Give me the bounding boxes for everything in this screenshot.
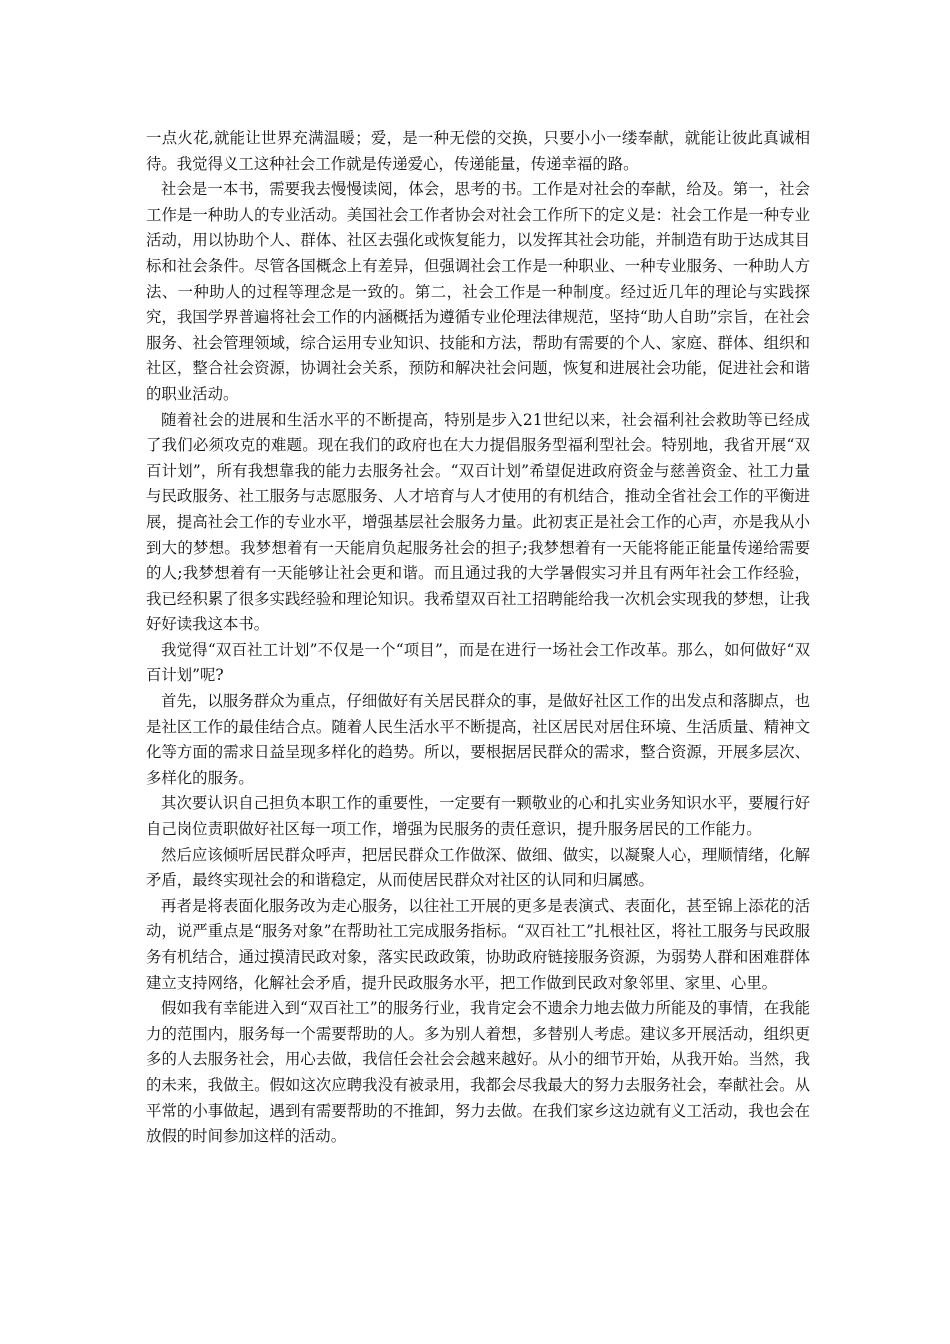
paragraph-8: 再者是将表面化服务改为走心服务，以往社工开展的更多是表演式、表面化，甚至锦上添花的活动，说严重点是“服务对象”在帮助社工完成服务指标。“双百社工”扎根社区，将社工服务与民政服务有机结合，通过摸清民政对象，落实民政政策，协助政府链接服务资源，为弱势人群和困难群体建立支持网络，化解社会矛盾，提升民政服务水平，把工作做到民政对象邻里、家里、心里。 (146, 896, 810, 992)
paragraph-6: 其次要认识自己担负本职工作的重要性，一定要有一颗敬业的心和扎实业务知识水平，要履行好自己岗位责职做好社区每一项工作，增强为民服务的责任意识，提升服务居民的工作能力。 (146, 794, 810, 839)
paragraph-4: 我觉得“双百社工计划”不仅是一个“项目”，而是在进行一场社会工作改革。那么，如何做好“双百计划”呢? (146, 640, 810, 685)
body-text (146, 126, 810, 1150)
paragraph-2: 社会是一本书，需要我去慢慢读阅，体会，思考的书。工作是对社会的奉献，给及。第一，社会工作是一种助人的专业活动。美国社会工作者协会对社会工作所下的定义是：社会工作是一种专业活动，用以协助个人、群体、社区去强化或恢复能力，以发挥其社会功能，并制造有助于达成其目标和社会条件。尽管各国概念上有差异，但强调社会工作是一种职业、一种专业服务、一种助人方法、一种助人的过程等理念是一致的。第二，社会工作是一种制度。经过近几年的理论与实践探究，我国学界普遍将社会工作的内涵概括为遵循专业伦理法律规范，坚持“助人自助”宗旨，在社会服务、社会管理领域，综合运用专业知识、技能和方法，帮助有需要的个人、家庭、群体、组织和社区，整合社会资源，协调社会关系，预防和解决社会问题，恢复和进展社会功能，促进社会和谐的职业活动。 (146, 180, 810, 403)
paragraph-5: 首先，以服务群众为重点，仔细做好有关居民群众的事，是做好社区工作的出发点和落脚点，也是社区工作的最佳结合点。随着人民生活水平不断提高，社区居民对居住环境、生活质量、精神文化等方面的需求日益呈现多样化的趋势。所以，要根据居民群众的需求，整合资源，开展多层次、多样化的服务。 (146, 692, 810, 787)
paragraph-9: 假如我有幸能进入到“双百社工”的服务行业，我肯定会不遗余力地去做力所能及的事情，在我能力的范围内，服务每一个需要帮助的人。多为别人着想，多替别人考虑。建议多开展活动，组织更多的人去服务社会，用心去做，我信任会社会会越来越好。从小的细节开始，从我开始。当然，我的未来，我做主。假如这次应聘我没有被录用，我都会尽我最大的努力去服务社会，奉献社会。从平常的小事做起，遇到有需要帮助的不推卸，努力去做。在我们家乡这边就有义工活动，我也会在放假的时间参加这样的活动。 (146, 999, 810, 1146)
paragraph-3: 随着社会的进展和生活水平的不断提高，特别是步入21世纪以来，社会福利社会救助等已经成了我们必须攻克的难题。现在我们的政府也在大力提倡服务型福利型社会。特别地，我省开展“双百计划”，所有我想靠我的能力去服务社会。“双百计划”希望促进政府资金与慈善资金、社工力量与民政服务、社工服务与志愿服务、人才培育与人才使用的有机结合，推动全省社会工作的平衡进展，提高社会工作的专业水平，增强基层社会服务力量。此初衷正是社会工作的心声，亦是我从小到大的梦想。我梦想着有一天能肩负起服务社会的担子;我梦想着有一天能将能正能量传递给需要的人;我梦想着有一天能够让社会更和谐。而且通过我的大学暑假实习并且有两年社会工作经验，我已经积累了很多实践经验和理论知识。我希望双百社工招聘能给我一次机会实现我的梦想，让我好好读我这本书。 (146, 410, 810, 634)
paragraph-1: 一点火花,就能让世界充满温暖；爱，是一种无偿的交换，只要小小一缕奉献，就能让彼此真诚相待。我觉得义工这种社会工作就是传递爱心，传递能量，传递幸福的路。 (146, 129, 810, 173)
paragraph-7: 然后应该倾听居民群众呼声，把居民群众工作做深、做细、做实，以凝聚人心，理顺情绪，化解矛盾，最终实现社会的和谐稳定，从而使居民群众对社区的认同和归属感。 (146, 845, 810, 890)
